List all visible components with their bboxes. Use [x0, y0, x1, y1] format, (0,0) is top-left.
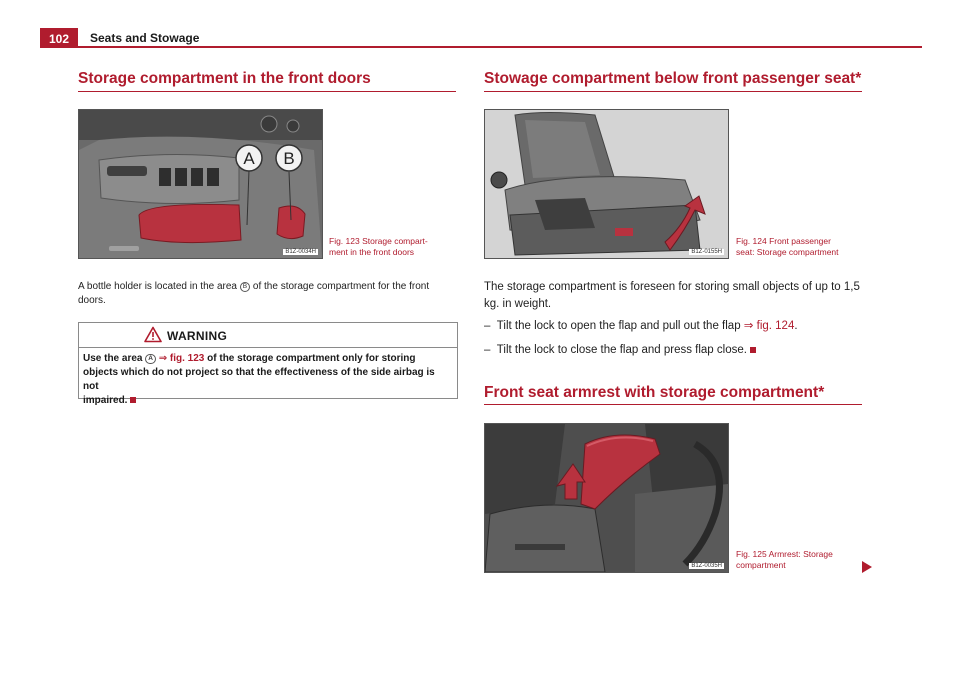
section-rule [484, 91, 862, 92]
warning-text-part: objects which do not project so that the effectiveness of the side airbag is not [83, 367, 435, 392]
caption-line: compartment [736, 559, 786, 570]
reference-marker-a: A [145, 354, 156, 364]
bullet-item-close [484, 342, 869, 359]
warning-title: WARNING [167, 329, 228, 343]
section-rule [78, 91, 456, 92]
section-rule [484, 404, 862, 405]
section-end-marker [130, 397, 136, 403]
figure-code: B1Z-0035H [691, 563, 722, 569]
reference-marker-b: B [240, 282, 250, 292]
caption-line: seat: Storage compartment [736, 246, 839, 257]
body-text: of the storage compartment for the front [252, 281, 430, 292]
bullet-dash: – [484, 320, 491, 332]
warning-text-part: Use the area [83, 353, 143, 364]
body-paragraph-storage [484, 279, 869, 312]
figure-caption-124 [736, 236, 866, 257]
bullet-item-open [484, 318, 869, 335]
figure-link-123[interactable]: ⇒ fig. 123 [158, 353, 205, 364]
caption-line: Fig. 125 Armrest: Storage [736, 549, 833, 559]
figure-caption-125 [736, 549, 866, 570]
bullet-dash: – [484, 344, 491, 356]
warning-text [83, 352, 453, 408]
body-text: The storage compartment is foreseen for storing small objects of up to 1,5 [484, 281, 860, 293]
warning-text-part: impaired. [83, 395, 128, 406]
bullet-text: Tilt the lock to open the flap and pull out the flap [496, 320, 741, 332]
figure-code: B1Z-0155H [691, 249, 722, 255]
figure-label-a: A [243, 149, 255, 168]
figure-armrest [484, 423, 729, 573]
figure-code: B1Z-0034H [285, 249, 316, 255]
bullet-text: . [794, 320, 798, 332]
next-page-arrow-icon[interactable] [862, 561, 872, 573]
body-text: doors. [78, 295, 106, 306]
figure-door-storage [78, 109, 323, 259]
figure-label-b: B [283, 149, 295, 168]
body-paragraph-bottle-holder [78, 280, 458, 308]
caption-line: ment in the front doors [329, 246, 415, 257]
figure-link-124[interactable]: ⇒ fig. 124 [743, 320, 795, 332]
body-text: A bottle holder is located in the area [78, 281, 237, 292]
header-rule [78, 46, 922, 48]
warning-triangle-icon [144, 326, 162, 343]
caption-line: Fig. 123 Storage compart- [329, 236, 428, 246]
figure-seat-stowage [484, 109, 729, 259]
section-title-door-storage: Storage compartment in the front doors [78, 70, 371, 87]
running-header-title: Seats and Stowage [90, 31, 200, 45]
warning-header [79, 323, 457, 348]
bullet-text: Tilt the lock to close the flap and press flap close. [496, 344, 747, 356]
caption-line: Fig. 124 Front passenger [736, 236, 831, 246]
section-end-marker [750, 347, 756, 353]
figure-caption-123 [329, 236, 459, 257]
body-text: kg. in weight. [484, 297, 552, 310]
warning-text-part: of the storage compartment only for storing [207, 353, 416, 364]
warning-box [78, 322, 458, 406]
section-title-armrest: Front seat armrest with storage compartment* [484, 384, 825, 401]
section-title-seat-stowage: Stowage compartment below front passenger seat* [484, 70, 862, 87]
page-number: 102 [40, 28, 78, 48]
